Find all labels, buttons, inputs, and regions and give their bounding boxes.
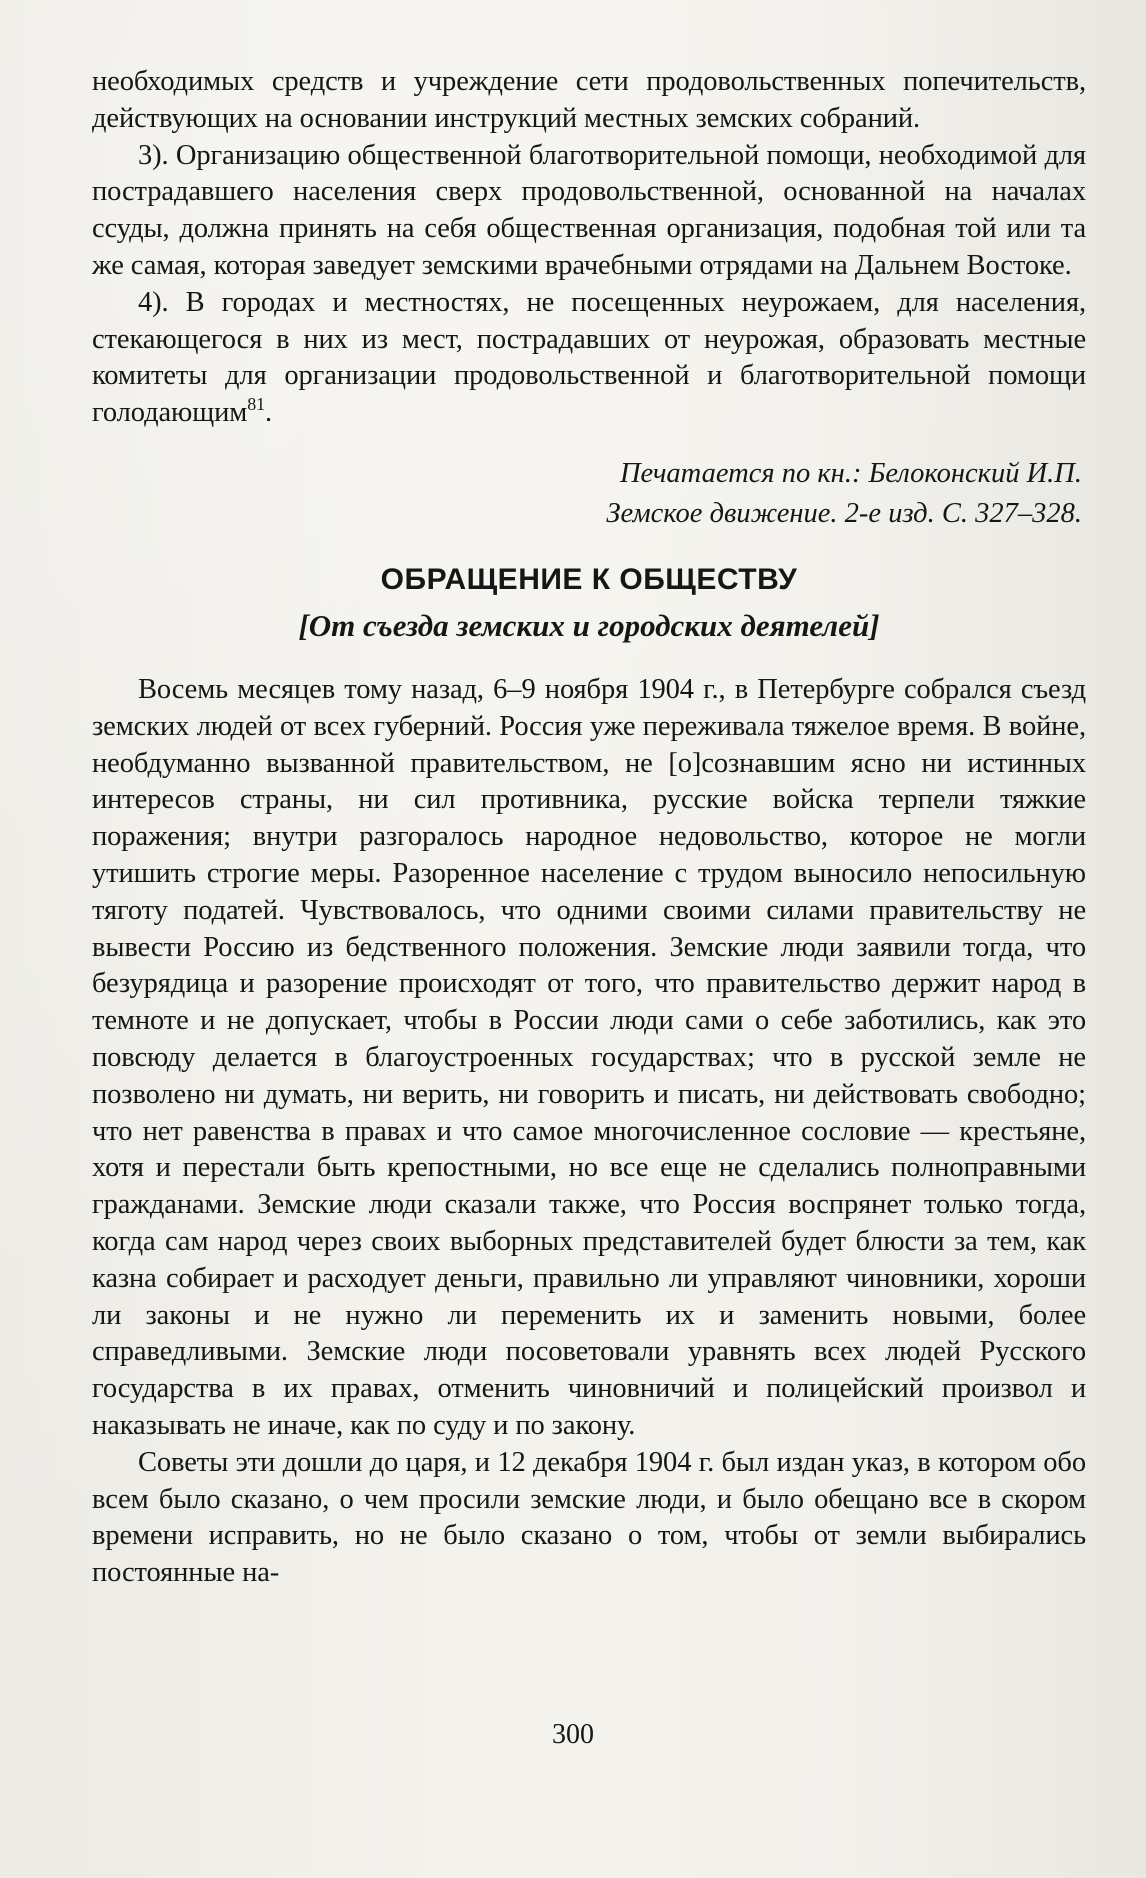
body-paragraph-2: Советы эти дошли до царя, и 12 декабря 1904 г. был издан указ, в котором обо всем было сказано, о чем просили земские люди, и было обещано все в скором времени исправить, но не было сказано о том, чтобы от земли выбирались постоянные на- — [92, 1446, 1086, 1589]
source-line-1: Печатается по кн.: Белоконский И.П. — [619, 457, 1082, 489]
text-column — [92, 64, 1086, 1592]
paragraph-continued: необходимых средств и учреждение сети продовольственных попечительств, действующих на основании инструкций местных земских собраний. — [92, 66, 1086, 134]
paragraph-item-3: 3). Организацию общественной благотворительной помощи, необходимой для пострадавшего населения сверх продовольственной, основанной на началах ссуды, должна принять на себя общественная организация, подобная той или та же самая, которая заведует земскими врачебными отрядами на Дальнем Востоке. — [92, 139, 1086, 281]
source-line-2: Земское движение. 2-е изд. С. 327–328. — [606, 497, 1082, 529]
section-heading: ОБРАЩЕНИЕ К ОБЩЕСТВУ — [380, 562, 798, 596]
paragraph-item-4 — [92, 285, 1086, 432]
section-subheading: [От съезда земских и городских деятелей] — [298, 607, 880, 643]
footnote-trailing-period: . — [265, 397, 273, 429]
page-number: 300 — [552, 1719, 594, 1750]
footnote-marker: 81 — [247, 394, 265, 415]
source-citation — [92, 454, 1086, 534]
paragraph-item-4-text: 4). В городах и местностях, не посещенных неурожаем, для населения, стекающегося в них из мест, пострадавших от неурожая, образовать местные комитеты для организации продовольственной и благотворительной помощи голодающим — [92, 286, 1086, 429]
body-paragraph-1: Восемь месяцев тому назад, 6–9 ноября 1904 г., в Петербурге собрался съезд земских людей от всех губерний. Россия уже переживала тяжелое время. В войне, необдуманно вызванной правительством, не [о]сознавшим ясно ни истинных интересов страны, ни сил противника, русские войска терпели тяжкие поражения; внутри разгоралось народное недовольство, которое не могли утишить строгие меры. Разоренное население с трудом выносило непосильную тяготу податей. Чувствовалось, что одними своими силами правительству не вывести Россию из бедственного положения. Земские люди заявили тогда, что безурядица и разорение происходят от того, что правительство держит народ в темноте и не допускает, чтобы в России люди сами о себе заботились, как это повсюду делается в благоустроенных государствах; что в русской земле не позволено ни думать, ни верить, ни говорить и писать, ни действовать свободно; что нет равенства в правах и что самое многочисленное сословие — крестьяне, хотя и перестали быть крепостными, но все еще не сделались полноправными гражданами. Земские люди сказали также, что Россия воспрянет только тогда, когда сам народ через своих выборных представителей будет блюсти за тем, как казна собирает и расходует деньги, правильно ли управляют чиновники, хороши ли законы и не нужно ли переменить их и заменить новыми, более справедливыми. Земские люди посоветовали уравнять всех людей Русского государства в их правах, отменить чиновничий и полицейский произвол и наказывать не иначе, как по суду и по закону. — [92, 673, 1086, 1441]
